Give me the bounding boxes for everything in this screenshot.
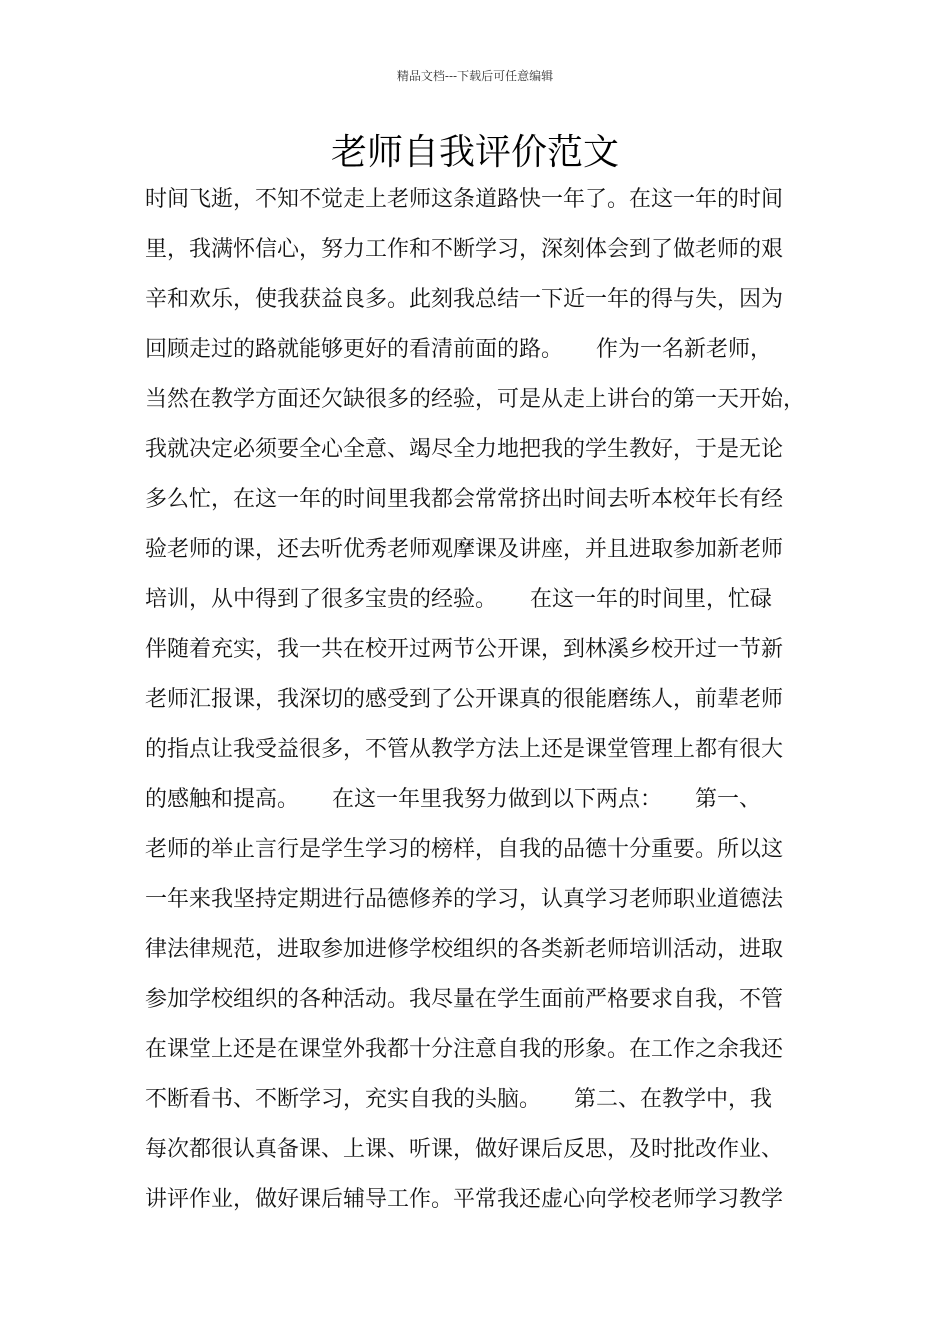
text-line: 在课堂上还是在课堂外我都十分注意自我的形象。在工作之余我还 <box>145 1037 784 1062</box>
header-note: 精品文档---下载后可任意编辑 <box>396 69 554 83</box>
text-line: 我就决定必须要全心全意、竭尽全力地把我的学生教好，于是无论 <box>145 437 784 462</box>
text-line: 老师汇报课，我深切的感受到了公开课真的很能磨练人，前辈老师 <box>145 687 784 712</box>
text-line: 每次都很认真备课、上课、听课，做好课后反思，及时批改作业、 <box>145 1137 784 1162</box>
text-line: 培训，从中得到了很多宝贵的经验。 在这一年的时间里，忙碌 <box>145 587 773 612</box>
document-title: 老师自我评价范文 <box>330 132 619 173</box>
text-line: 里，我满怀信心，努力工作和不断学习，深刻体会到了做老师的艰 <box>145 237 784 262</box>
text-line: 辛和欢乐，使我获益良多。此刻我总结一下近一年的得与失，因为 <box>145 287 784 312</box>
text-line: 验老师的课，还去听优秀老师观摩课及讲座，并且进取参加新老师 <box>145 537 784 562</box>
text-line: 老师的举止言行是学生学习的榜样，自我的品德十分重要。所以这 <box>145 837 784 862</box>
text-line: 律法律规范，进取参加进修学校组织的各类新老师培训活动，进取 <box>145 937 784 962</box>
text-line: 一年来我坚持定期进行品德修养的学习，认真学习老师职业道德法 <box>145 887 784 912</box>
text-line: 参加学校组织的各种活动。我尽量在学生面前严格要求自我，不管 <box>145 987 784 1012</box>
text-line: 讲评作业，做好课后辅导工作。平常我还虚心向学校老师学习教学 <box>145 1187 784 1212</box>
text-line: 时间飞逝，不知不觉走上老师这条道路快一年了。在这一年的时间 <box>145 187 784 212</box>
text-line: 多么忙，在这一年的时间里我都会常常挤出时间去听本校年长有经 <box>145 487 784 512</box>
text-line: 不断看书、不断学习，充实自我的头脑。 第二、在教学中，我 <box>145 1087 773 1112</box>
text-line: 的感触和提高。 在这一年里我努力做到以下两点： 第一、 <box>145 787 762 812</box>
text-line: 当然在教学方面还欠缺很多的经验，可是从走上讲台的第一天开始， <box>145 387 806 412</box>
text-line: 伴随着充实，我一共在校开过两节公开课，到林溪乡校开过一节新 <box>145 637 784 662</box>
text-line: 回顾走过的路就能够更好的看清前面的路。 作为一名新老师， <box>145 337 773 362</box>
text-line: 的指点让我受益很多，不管从教学方法上还是课堂管理上都有很大 <box>145 737 784 762</box>
body-text <box>145 183 825 1233</box>
